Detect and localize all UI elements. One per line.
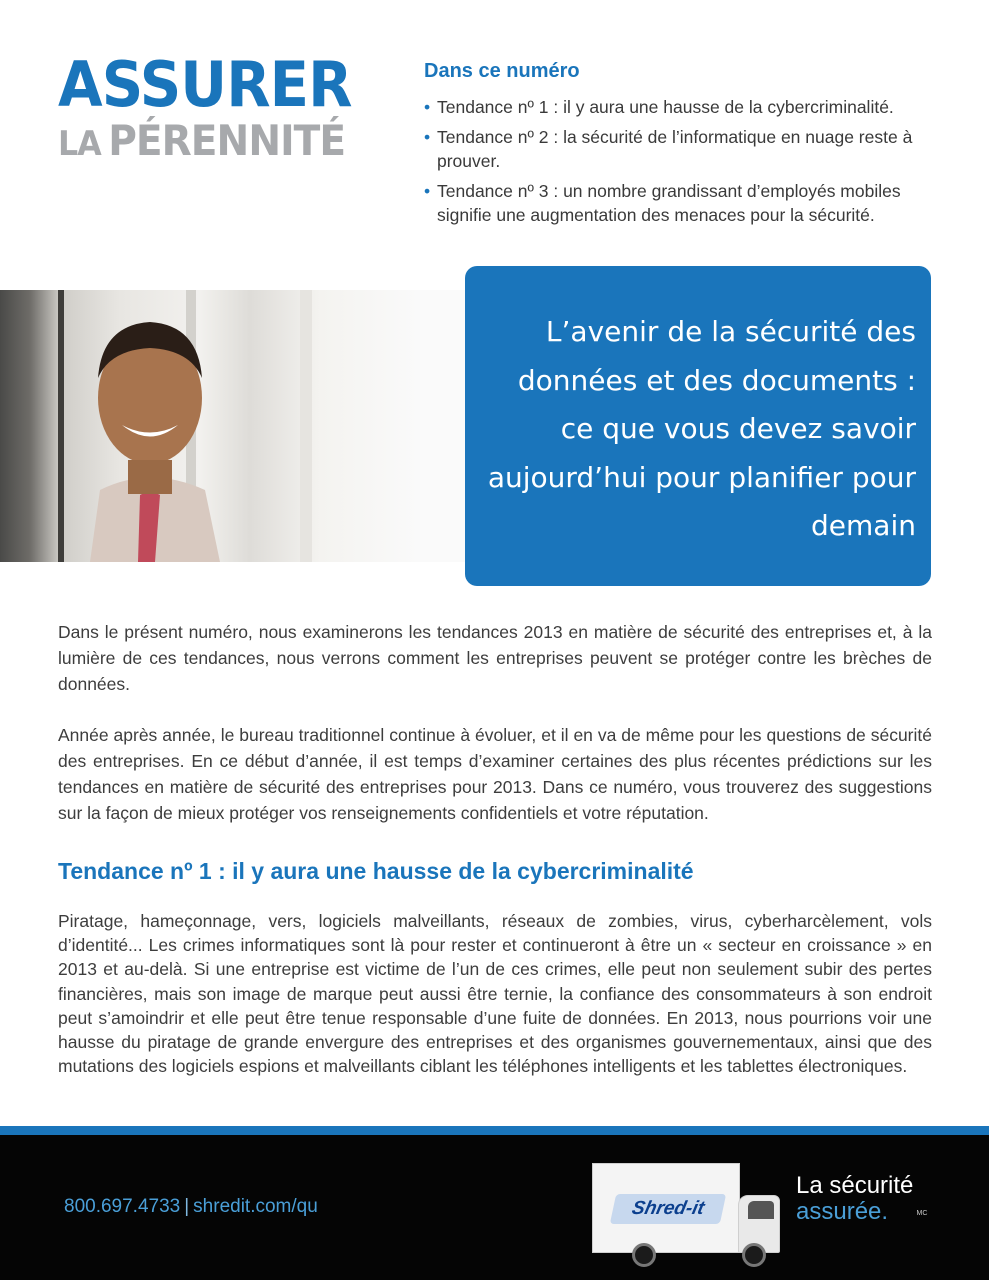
toc-item-text: Tendance nº 1 : il y aura une hausse de la cybercriminalité. xyxy=(437,97,894,117)
shredit-logo: Shred-it xyxy=(610,1194,726,1224)
tagline-line2 xyxy=(796,1198,928,1225)
masthead-title: ASSURER xyxy=(58,48,352,121)
truck-logo-illustration xyxy=(592,1163,788,1281)
hero-photo xyxy=(0,290,490,562)
tagline-line1: La sécurité xyxy=(796,1172,914,1199)
neck-shape xyxy=(128,460,172,494)
article-paragraph: Année après année, le bureau traditionnel continue à évoluer, et il en va de même pour les questions de sécurité des entreprises. En ce début d’année, il est temps d’examiner certaines des plus récentes prédictions sur les tendances en matière de sécurité des entreprises pour 2013. Dans ce numéro, vous trouverez des suggestions sur la façon de mieux protéger vos renseignements confidentiels et votre réputation. xyxy=(58,725,932,823)
masthead-subtitle xyxy=(58,116,356,165)
toc-item xyxy=(424,125,944,173)
masthead-subtitle-small: LA xyxy=(58,124,101,164)
phone-number[interactable]: 800.697.4733 xyxy=(64,1196,181,1217)
toc-item-text: Tendance nº 2 : la sécurité de l’informatique en nuage reste à prouver. xyxy=(437,127,913,171)
section-heading: Tendance nº 1 : il y aura une hausse de la cybercriminalité xyxy=(58,858,694,884)
masthead-subtitle-large: PÉRENNITÉ xyxy=(108,116,346,165)
toc-list xyxy=(424,95,944,227)
hero-headline: L’avenir de la sécurité des données et des documents : ce que vous devez savoir aujourd’hui pour planifier pour demain xyxy=(487,315,916,542)
tagline xyxy=(796,1172,928,1225)
footer-stripe xyxy=(0,1126,989,1135)
website-link[interactable]: shredit.com/qu xyxy=(193,1196,318,1217)
door-frame-shape xyxy=(300,290,312,562)
wheel-icon xyxy=(742,1243,766,1267)
intro-paragraph: Dans le présent numéro, nous examinerons les tendances 2013 en matière de sécurité des entreprises et, à la lumière de ces tendances, nous verrons comment les entreprises peuvent se protéger contre les brèches de données. xyxy=(58,622,932,694)
bullet-icon: • xyxy=(424,181,431,201)
contact-separator: | xyxy=(184,1196,190,1217)
masthead xyxy=(58,48,378,165)
tagline-line2-text: assurée. xyxy=(796,1198,889,1225)
trademark-mark: MC xyxy=(916,1210,928,1217)
truck-body-shape xyxy=(592,1163,740,1253)
toc-item xyxy=(424,179,944,227)
person-photo-illustration xyxy=(30,290,290,562)
bullet-icon: • xyxy=(424,127,431,147)
toc-item xyxy=(424,95,944,119)
footer xyxy=(0,1135,989,1280)
truck-window-shape xyxy=(748,1201,774,1219)
wheel-icon xyxy=(632,1243,656,1267)
hero-headline-box xyxy=(465,266,931,586)
table-of-contents xyxy=(424,60,944,233)
bullet-icon: • xyxy=(424,97,431,117)
footer-contact xyxy=(64,1196,318,1218)
toc-title: Dans ce numéro xyxy=(424,60,580,82)
toc-item-text: Tendance nº 3 : un nombre grandissant d’employés mobiles signifie une augmentation des menaces pour la sécurité. xyxy=(437,181,901,225)
section-paragraph: Piratage, hameçonnage, vers, logiciels malveillants, réseaux de zombies, virus, cyberharcèlement, vols d’identité... Les crimes informatiques sont là pour rester et continueront à être un « secteur en croissance » en 2013 et au-delà. Si une entreprise est victime de l’un de ces crimes, elle peut non seulement subir des pertes financières, mais son image de marque peut aussi être ternie, la confiance des consommateurs à son endroit peut s’amoindrir et elle peut être tenue responsable d’une fuite de données. En 2013, nous pourrions voir une hausse du piratage de grande envergure des entreprises et des organismes gouvernementaux, ainsi que des mutations des logiciels espions et malveillants ciblant les téléphones intelligents et les tablettes électroniques. xyxy=(58,911,932,1077)
